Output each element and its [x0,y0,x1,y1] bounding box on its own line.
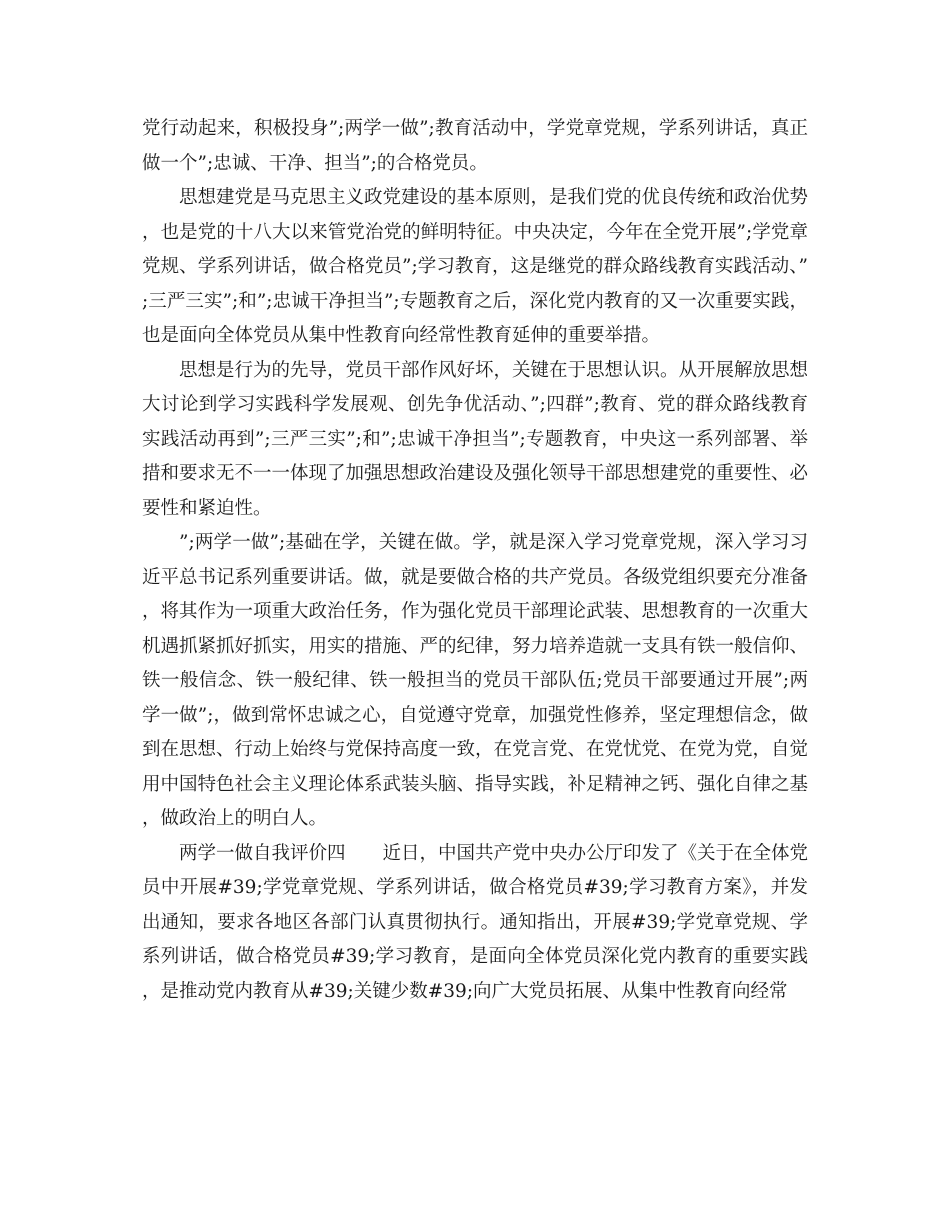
paragraph-5: 两学一做自我评价四 近日，中国共产党中央办公厅印发了《关于在全体党员中开展#39;学党章党规、学系列讲话，做合格党员#39;学习教育方案》，并发出通知，要求各地区各部门认真贯彻执行。通知指出，开展#39;学党章党规、学系列讲话，做合格党员#39;学习教育，是面向全体党员深化党内教育的重要实践，是推动党内教育从#39;关键少数#39;向广大党员拓展、从集中性教育向经常 [142,842,809,1002]
document-page [142,112,808,1009]
paragraph-2: 思想建党是马克思主义政党建设的基本原则，是我们党的优良传统和政治优势，也是党的十八大以来管党治党的鲜明特征。中央决定，今年在全党开展”;学党章党规、学系列讲话，做合格党员”;学习教育，这是继党的群众路线教育实践活动、”;三严三实”;和”;忠诚干净担当”;专题教育之后，深化党内教育的又一次重要实践，也是面向全体党员从集中性教育向经常性教育延伸的重要举措。 [142,187,809,346]
paragraph-3: 思想是行为的先导，党员干部作风好坏，关键在于思想认识。从开展解放思想大讨论到学习实践科学发展观、创先争优活动、”;四群”;教育、党的群众路线教育实践活动再到”;三严三实”;和”;忠诚干净担当”;专题教育，中央这一系列部署、举措和要求无不一一体现了加强思想政治建设及强化领导干部思想建党的重要性、必要性和紧迫性。 [142,359,809,519]
paragraph-1: 党行动起来，积极投身”;两学一做”;教育活动中，学党章党规，学系列讲话，真正做一个”;忠诚、干净、担当”;的合格党员。 [142,118,808,174]
paragraph-4: ”;两学一做”;基础在学，关键在做。学，就是深入学习党章党规，深入学习习近平总书记系列重要讲话。做，就是要做合格的共产党员。各级党组织要充分准备，将其作为一项重大政治任务，作为强化党员干部理论武装、思想教育的一次重大机遇抓紧抓好抓实，用实的措施、严的纪律，努力培养造就一支具有铁一般信仰、铁一般信念、铁一般纪律、铁一般担当的党员干部队伍;党员干部要通过开展”;两学一做”;，做到常怀忠诚之心，自觉遵守党章，加强党性修养，坚定理想信念，做到在思想、行动上始终与党保持高度一致，在党言党、在党忧党、在党为党，自觉用中国特色社会主义理论体系武装头脑、指导实践，补足精神之钙、强化自律之基，做政治上的明白人。 [142,532,809,829]
